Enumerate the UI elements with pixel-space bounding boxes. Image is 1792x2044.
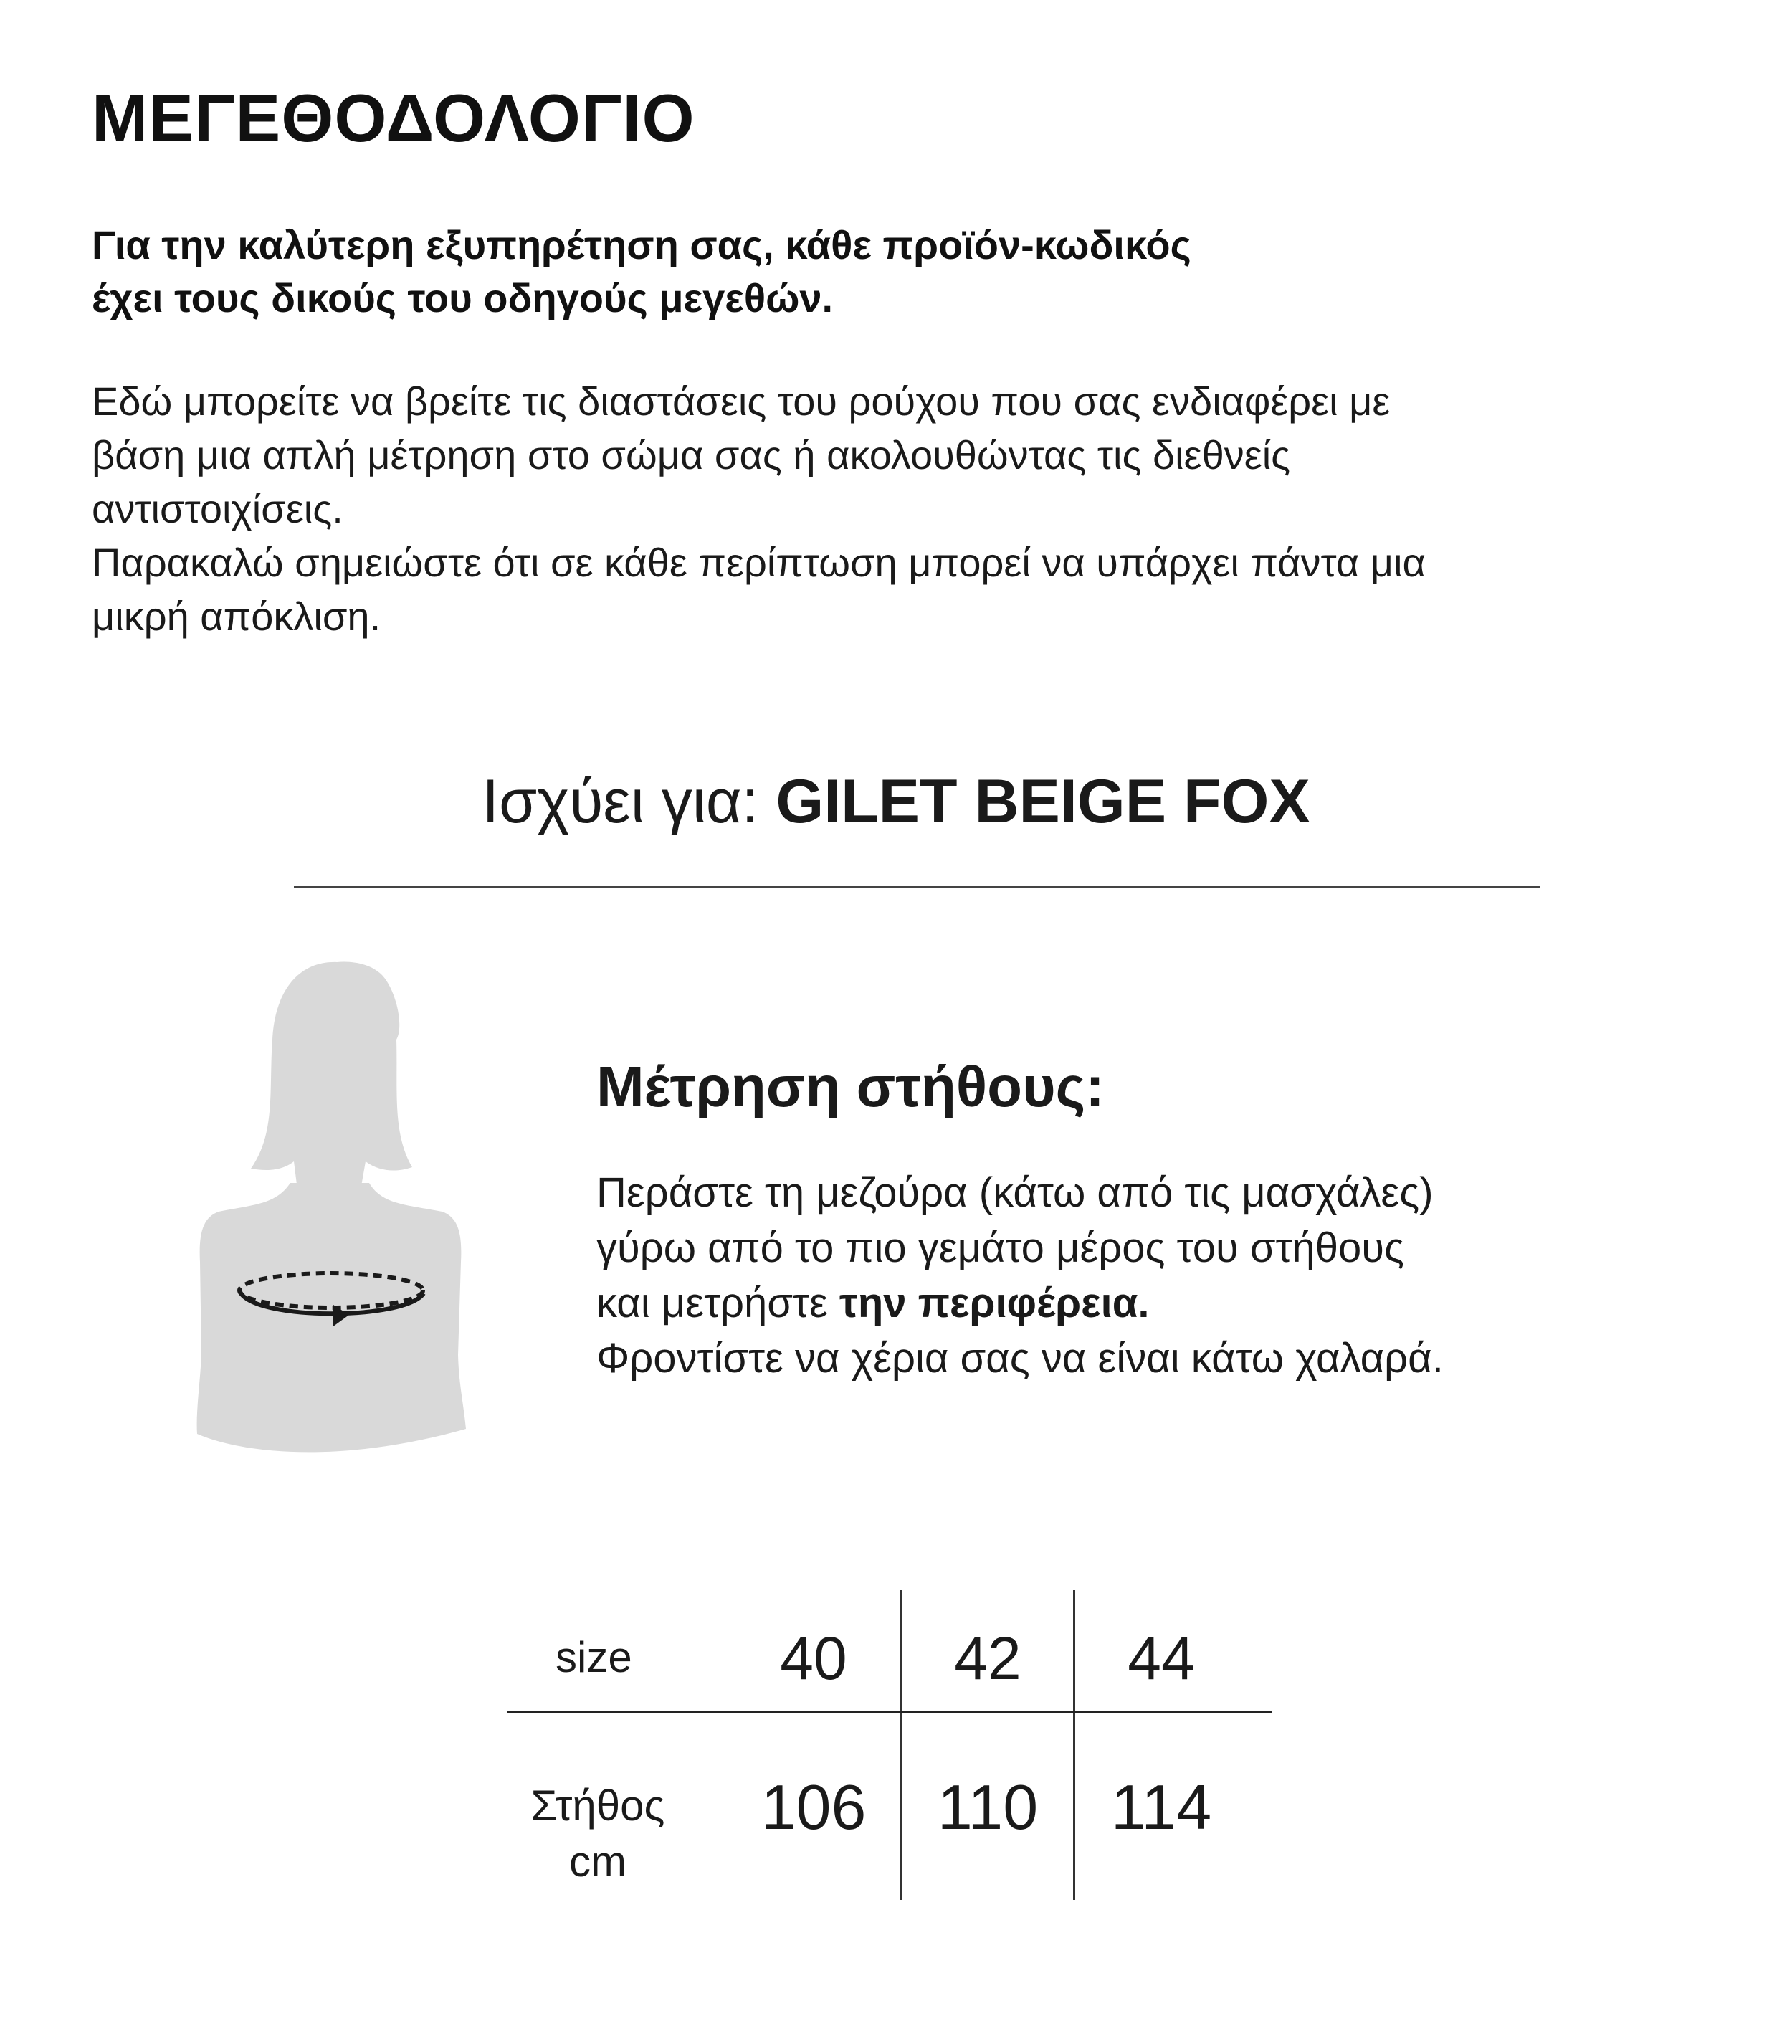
measurement-instructions xyxy=(596,1165,1672,1386)
description-text xyxy=(92,374,1740,643)
table-header-label: size xyxy=(556,1633,632,1681)
intro-line-2: έχει τους δικούς του οδηγούς μεγεθών. xyxy=(92,275,834,320)
page-title: ΜΕΓΕΘΟΔΟΛΟΓΙΟ xyxy=(92,80,695,156)
table-header-divider xyxy=(507,1711,1272,1713)
size-header-40: 40 xyxy=(780,1625,847,1692)
silhouette-body xyxy=(197,1183,466,1452)
chest-value-44: 114 xyxy=(1110,1772,1212,1843)
measurement-line-3-bold: την περιφέρεια. xyxy=(839,1280,1150,1326)
table-column-divider xyxy=(900,1590,902,1900)
section-divider xyxy=(294,886,1540,888)
row-label-line-2: cm xyxy=(569,1838,626,1886)
silhouette-head xyxy=(251,962,412,1190)
chest-value-40: 106 xyxy=(761,1772,867,1843)
measurement-line-2: γύρω από το πιο γεμάτο μέρος του στήθους xyxy=(596,1225,1404,1271)
applies-prefix: Ισχύει για: xyxy=(482,767,776,836)
row-label xyxy=(502,1778,694,1890)
description-line-5: μικρή απόκλιση. xyxy=(92,594,381,639)
description-line-1: Εδώ μπορείτε να βρείτε τις διαστάσεις του ρούχου που σας ενδιαφέρει με xyxy=(92,379,1391,424)
row-label-line-1: Στήθος xyxy=(530,1782,665,1830)
description-line-4: Παρακαλώ σημειώστε ότι σε κάθε περίπτωση μπορεί να υπάρχει πάντα μια xyxy=(92,540,1426,585)
intro-line-1: Για την καλύτερη εξυπηρέτηση σας, κάθε προϊόν-κωδικός xyxy=(92,222,1191,267)
size-header-44: 44 xyxy=(1128,1625,1195,1692)
description-line-3: αντιστοιχίσεις. xyxy=(92,486,343,531)
measurement-line-4: Φροντίστε να χέρια σας να είναι κάτω χαλαρά. xyxy=(596,1335,1444,1382)
table-column-divider xyxy=(1073,1590,1075,1900)
measurement-line-3 xyxy=(596,1275,1672,1331)
female-bust-silhouette-icon xyxy=(190,954,477,1455)
intro-text xyxy=(92,219,1705,325)
measurement-line-3-text: και μετρήστε xyxy=(596,1280,839,1326)
measurement-title: Μέτρηση στήθους: xyxy=(596,1055,1105,1118)
chest-value-42: 110 xyxy=(937,1772,1039,1843)
measurement-line-1: Περάστε τη μεζούρα (κάτω από τις μασχάλες) xyxy=(596,1169,1434,1216)
size-header-42: 42 xyxy=(954,1625,1021,1692)
description-line-2: βάση μια απλή μέτρηση στο σώμα σας ή ακολουθώντας τις διεθνείς xyxy=(92,432,1291,477)
applies-to-heading xyxy=(0,767,1792,836)
product-name: GILET BEIGE FOX xyxy=(776,767,1310,836)
